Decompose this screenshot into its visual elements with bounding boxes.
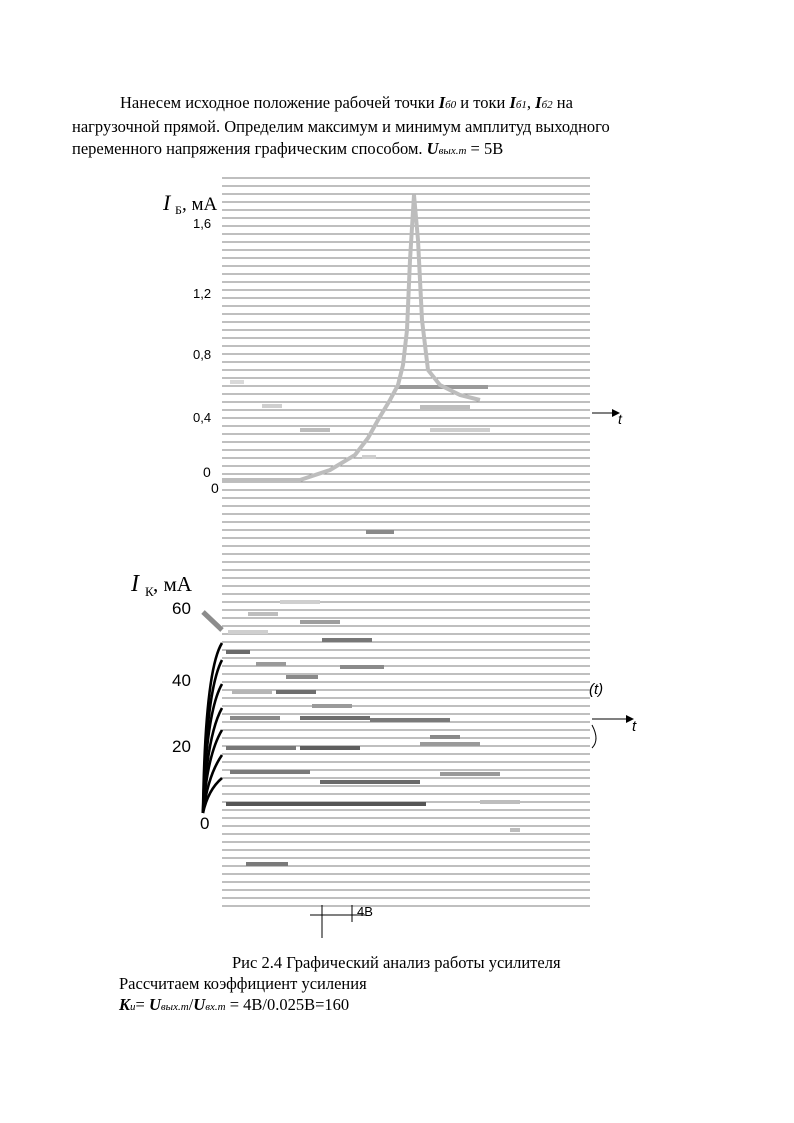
- symbol-ib0: Iб0: [438, 93, 457, 112]
- scan-block: [320, 780, 420, 784]
- collector-characteristics: [203, 643, 222, 813]
- scan-block: [440, 772, 500, 776]
- scan-block: [230, 770, 310, 774]
- ib-tick-1-2: 1,2: [193, 286, 212, 301]
- scan-block: [362, 455, 376, 459]
- ik-wave-fragment: [592, 725, 596, 748]
- scan-block: [312, 704, 352, 708]
- ib-tick-0-8: 0,8: [193, 347, 212, 362]
- ik-tick-0: 0: [200, 814, 210, 833]
- ik-tick-40: 40: [172, 671, 191, 690]
- scan-block: [322, 638, 372, 642]
- scan-block: [226, 746, 296, 750]
- scan-block: [480, 800, 520, 804]
- scan-block: [420, 742, 480, 746]
- text-line1b: и токи: [456, 93, 510, 112]
- scan-block: [248, 612, 278, 616]
- scan-block: [262, 404, 282, 408]
- gain-heading: Рассчитаем коэффициент усиления: [119, 974, 367, 993]
- grid-lines: [222, 178, 590, 906]
- ik-axis-symbol: I: [131, 571, 139, 597]
- scan-block: [430, 428, 490, 432]
- uout-value: = 5В: [466, 139, 504, 158]
- ib-tick-0-4: 0,4: [193, 410, 212, 425]
- ib-time-label: t: [618, 411, 622, 427]
- scan-block: [420, 405, 470, 409]
- scan-block: [226, 802, 426, 806]
- ib-axis-symbol: I: [163, 190, 171, 215]
- bottom-voltage-label: 4В: [357, 904, 373, 919]
- text-line2: нагрузочной прямой. Определим максимум и минимум амплитуд выходного: [72, 117, 610, 136]
- intro-paragraph: Нанесем исходное положение рабочей точки Iб0 и токи Iб1, Iб2 на нагрузочной прямой. Определим максимум и минимум амплитуд выходного переменного напряжения графическим способом. Uвых.m = 5В: [72, 93, 610, 158]
- load-line-start: [203, 612, 222, 630]
- ik-axis-sub: К: [145, 584, 154, 599]
- symbol-ib1: Iб1: [509, 93, 527, 112]
- figure-caption: Рис 2.4 Графический анализ работы усилителя: [232, 953, 561, 972]
- ik-curve-label: (t): [589, 681, 604, 698]
- scan-block: [228, 630, 268, 634]
- ik-axis-unit: , мА: [153, 572, 192, 596]
- scan-block: [510, 828, 520, 832]
- scan-block: [286, 675, 318, 679]
- scan-block: [232, 690, 272, 694]
- scan-block: [300, 620, 340, 624]
- symbol-ib2: Iб2: [535, 93, 553, 112]
- scan-block: [230, 716, 280, 720]
- scan-block: [366, 530, 394, 534]
- scan-block: [340, 665, 384, 669]
- scan-block: [300, 428, 330, 432]
- scan-block: [300, 716, 370, 720]
- symbol-uout: Uвых.m: [426, 139, 467, 158]
- scan-block: [370, 718, 450, 722]
- ib-tick-0: 0: [203, 464, 211, 480]
- scan-block: [300, 746, 360, 750]
- text-line3: переменного напряжения графическим способом.: [72, 139, 427, 158]
- scan-block: [230, 380, 244, 384]
- scan-block: [276, 690, 316, 694]
- ib-axis-sub: Б: [175, 203, 182, 217]
- scan-noise: [226, 380, 520, 866]
- ib-tick-1-6: 1,6: [193, 216, 212, 231]
- scan-block: [226, 650, 250, 654]
- scan-block: [280, 600, 320, 604]
- scan-block: [430, 735, 460, 739]
- gain-formula: Ku= Uвых.m/Uвх.m = 4В/0.025В=160: [119, 995, 350, 1014]
- scan-block: [246, 862, 288, 866]
- scan-block: [256, 662, 286, 666]
- ik-tick-20: 20: [172, 737, 191, 756]
- ik-time-label: t: [632, 718, 637, 735]
- ib-axis-unit: , мА: [182, 194, 218, 215]
- text-line1a: Нанесем исходное положение рабочей точки: [120, 93, 439, 112]
- text-line1c: на: [552, 93, 573, 112]
- ib-tick-0-secondary: 0: [211, 480, 219, 496]
- ik-tick-60: 60: [172, 599, 191, 618]
- ib-waveform: [222, 195, 480, 480]
